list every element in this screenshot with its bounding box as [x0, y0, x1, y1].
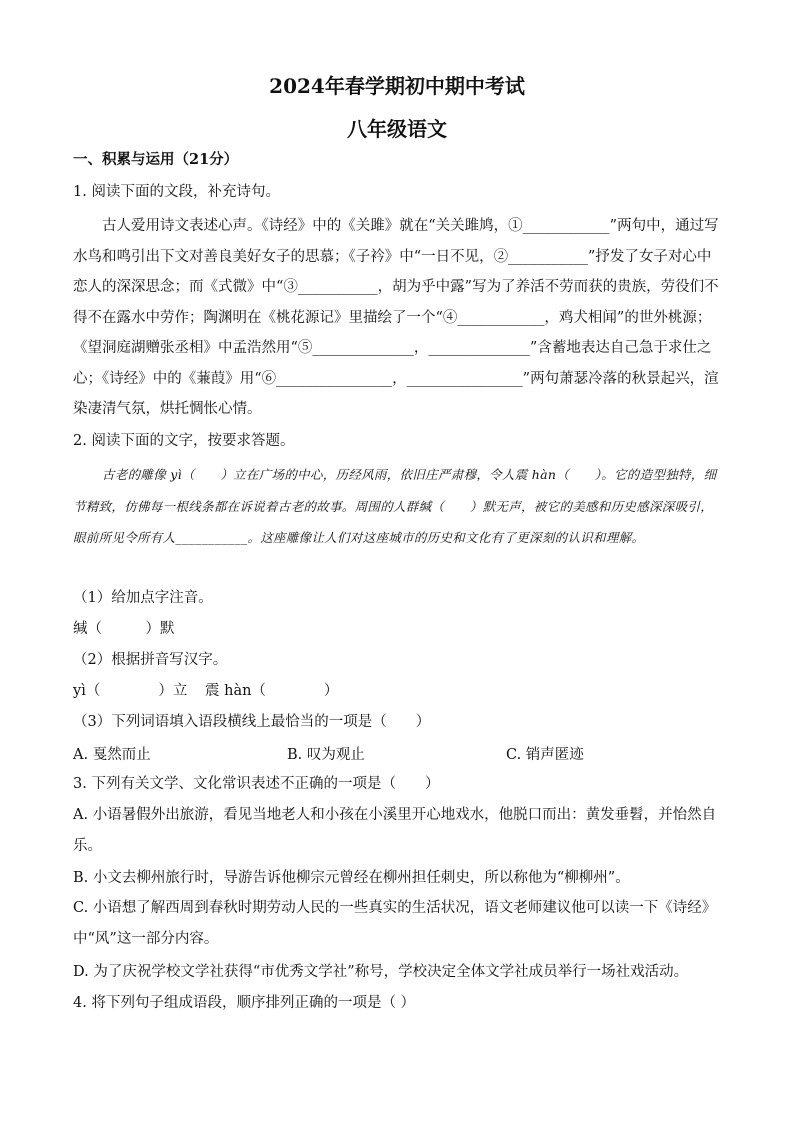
question-3-option-d: D. 为了庆祝学校文学社获得“市优秀文学社”称号，学校决定全体文学社成员举行一场社戏活动。	[73, 964, 689, 980]
question-2-option-c: C. 销声匿迹	[506, 747, 584, 763]
exam-subtitle: 八年级语文	[347, 117, 447, 141]
question-2-sub1: （1）给加点字注音。	[73, 590, 213, 606]
question-2-passage: 古老的雕像 yì（ ）立在广场的中心，历经风雨，依旧庄严肃穆，令人震 hàn（ ）。它的造型独特，细节精致，仿佛每一根线条都在诉说着古老的故事。周围的人群缄（ ）默无声，被它的美感和历史感深深吸引，眼前所见令所有人___________。这座雕像让人们对这座城市的历史和文化有了更深刻的认识和理解。	[73, 467, 717, 545]
section-heading: 一、积累与运用（21分）	[73, 151, 239, 168]
question-3-option-a: A. 小语暑假外出旅游，看见当地老人和小孩在小溪里开心地戏水，他脱口而出：黄发垂髫，并怡然自乐。	[73, 807, 717, 854]
question-1-prompt: 1. 阅读下面的文段，补充诗句。	[73, 184, 280, 200]
question-1-passage: 古人爱用诗文表述心声。《诗经》中的《关雎》就在“关关雎鸠，①____________”两句中，通过写水鸟和鸣引出下文对善良美好女子的思慕；《子衿》中“一日不见，②___________”抒发了女子对心中恋人的深深思念；而《式微》中“③___________，胡为乎中露”写为了养活不劳而获的贵族，劳役们不得不在露水中劳作；陶渊明在《桃花源记》里描绘了一个“④____________，鸡犬相闻”的世外桃源；《望洞庭湖赠张丞相》中孟浩然用“⑤______________，______________”含蓄地表达自己急于求仕之心；《诗经》中的《蒹葭》用“⑥________________，________________”两句萧瑟冷落的秋景起兴，渲染凄清气氛，烘托惆怅心情。	[73, 218, 719, 417]
question-3-prompt: 3. 下列有关文学、文化常识表述不正确的一项是（ ）	[73, 776, 440, 792]
question-2-option-b: B. 叹为观止	[287, 747, 365, 763]
question-2-sub2-a: yì（ ）立	[73, 683, 188, 699]
question-2-prompt: 2. 阅读下面的文字，按要求答题。	[73, 433, 295, 449]
question-3-option-b: B. 小文去柳州旅行时，导游告诉他柳宗元曾经在柳州担任刺史，所以称他为“柳柳州”。	[73, 870, 630, 886]
question-2-sub2-b: 震 hàn（ ）	[205, 683, 339, 699]
question-2-sub3: （3）下列词语填入语段横线上最恰当的一项是（ ）	[73, 714, 431, 730]
question-3-option-c: C. 小语想了解西周到春秋时期劳动人民的一些真实的生活状况，语文老师建议他可以读一下《诗经》中“风”这一部分内容。	[73, 900, 717, 947]
exam-title: 2024年春学期初中期中考试	[269, 74, 525, 98]
question-4-prompt: 4. 将下列句子组成语段，顺序排列正确的一项是（ ）	[73, 995, 416, 1011]
question-2-option-a: A. 戛然而止	[73, 747, 151, 763]
question-2-sub1-answer: 缄（ ）默	[73, 621, 175, 637]
question-2-sub2: （2）根据拼音写汉字。	[73, 652, 228, 668]
